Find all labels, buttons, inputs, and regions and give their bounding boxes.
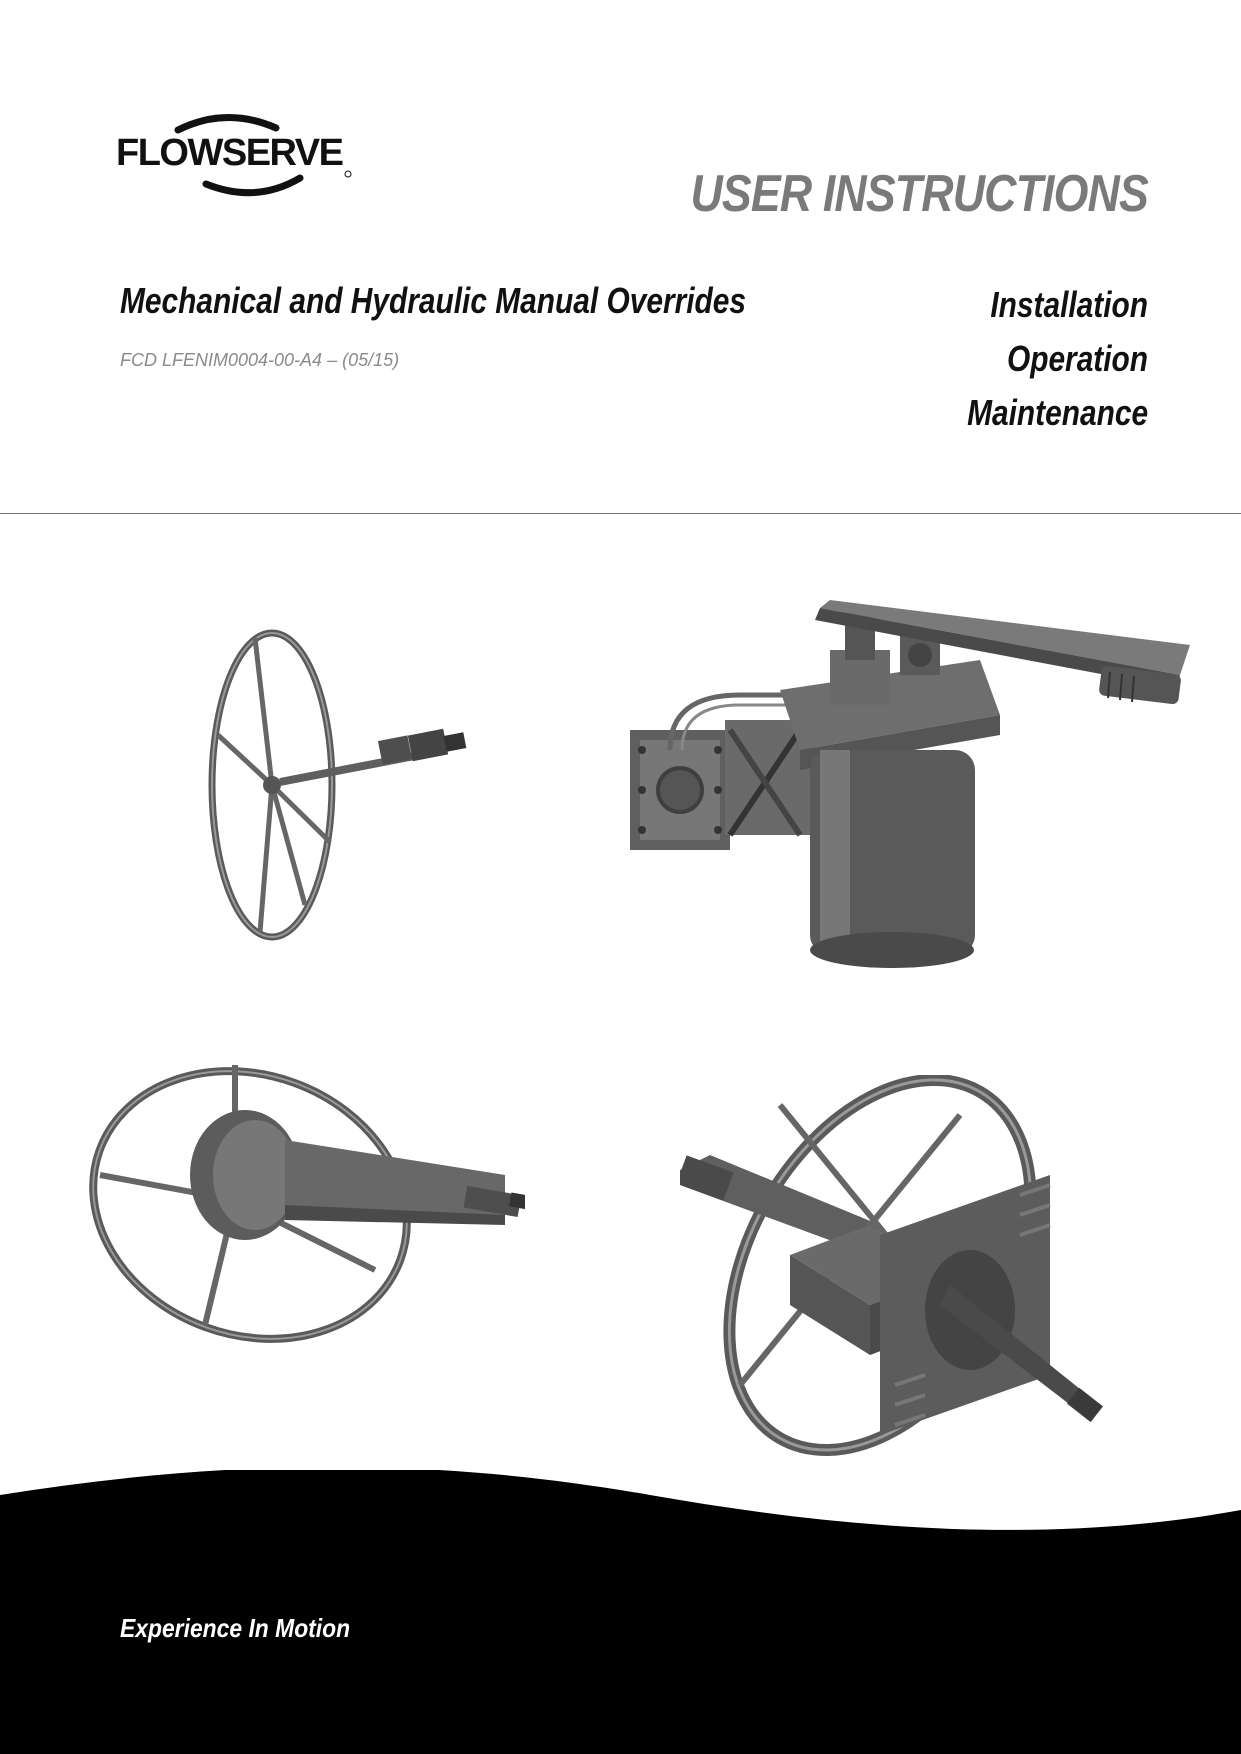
user-instructions-label: USER INSTRUCTIONS	[690, 165, 1148, 223]
section-installation: Installation	[990, 284, 1148, 325]
section-operation: Operation	[1006, 338, 1148, 379]
geared-handwheel-override-image	[85, 1055, 525, 1350]
document-code: FCD LFENIM0004-00-A4 – (05/15)	[120, 350, 400, 370]
section-maintenance: Maintenance	[967, 392, 1148, 433]
logo-wordmark: FLOWSERVE	[116, 132, 343, 174]
footer-wave	[0, 1470, 1241, 1754]
section-list	[967, 278, 1148, 440]
handwheel-override-image	[200, 620, 490, 950]
footer-tagline: Experience In Motion	[120, 1613, 351, 1643]
hydraulic-pump-override-image	[630, 600, 1190, 970]
header-divider	[0, 513, 1241, 514]
flowserve-logo	[116, 108, 366, 208]
document-title: Mechanical and Hydraulic Manual Overrides	[120, 280, 747, 321]
declutchable-handwheel-override-image	[680, 1075, 1120, 1470]
